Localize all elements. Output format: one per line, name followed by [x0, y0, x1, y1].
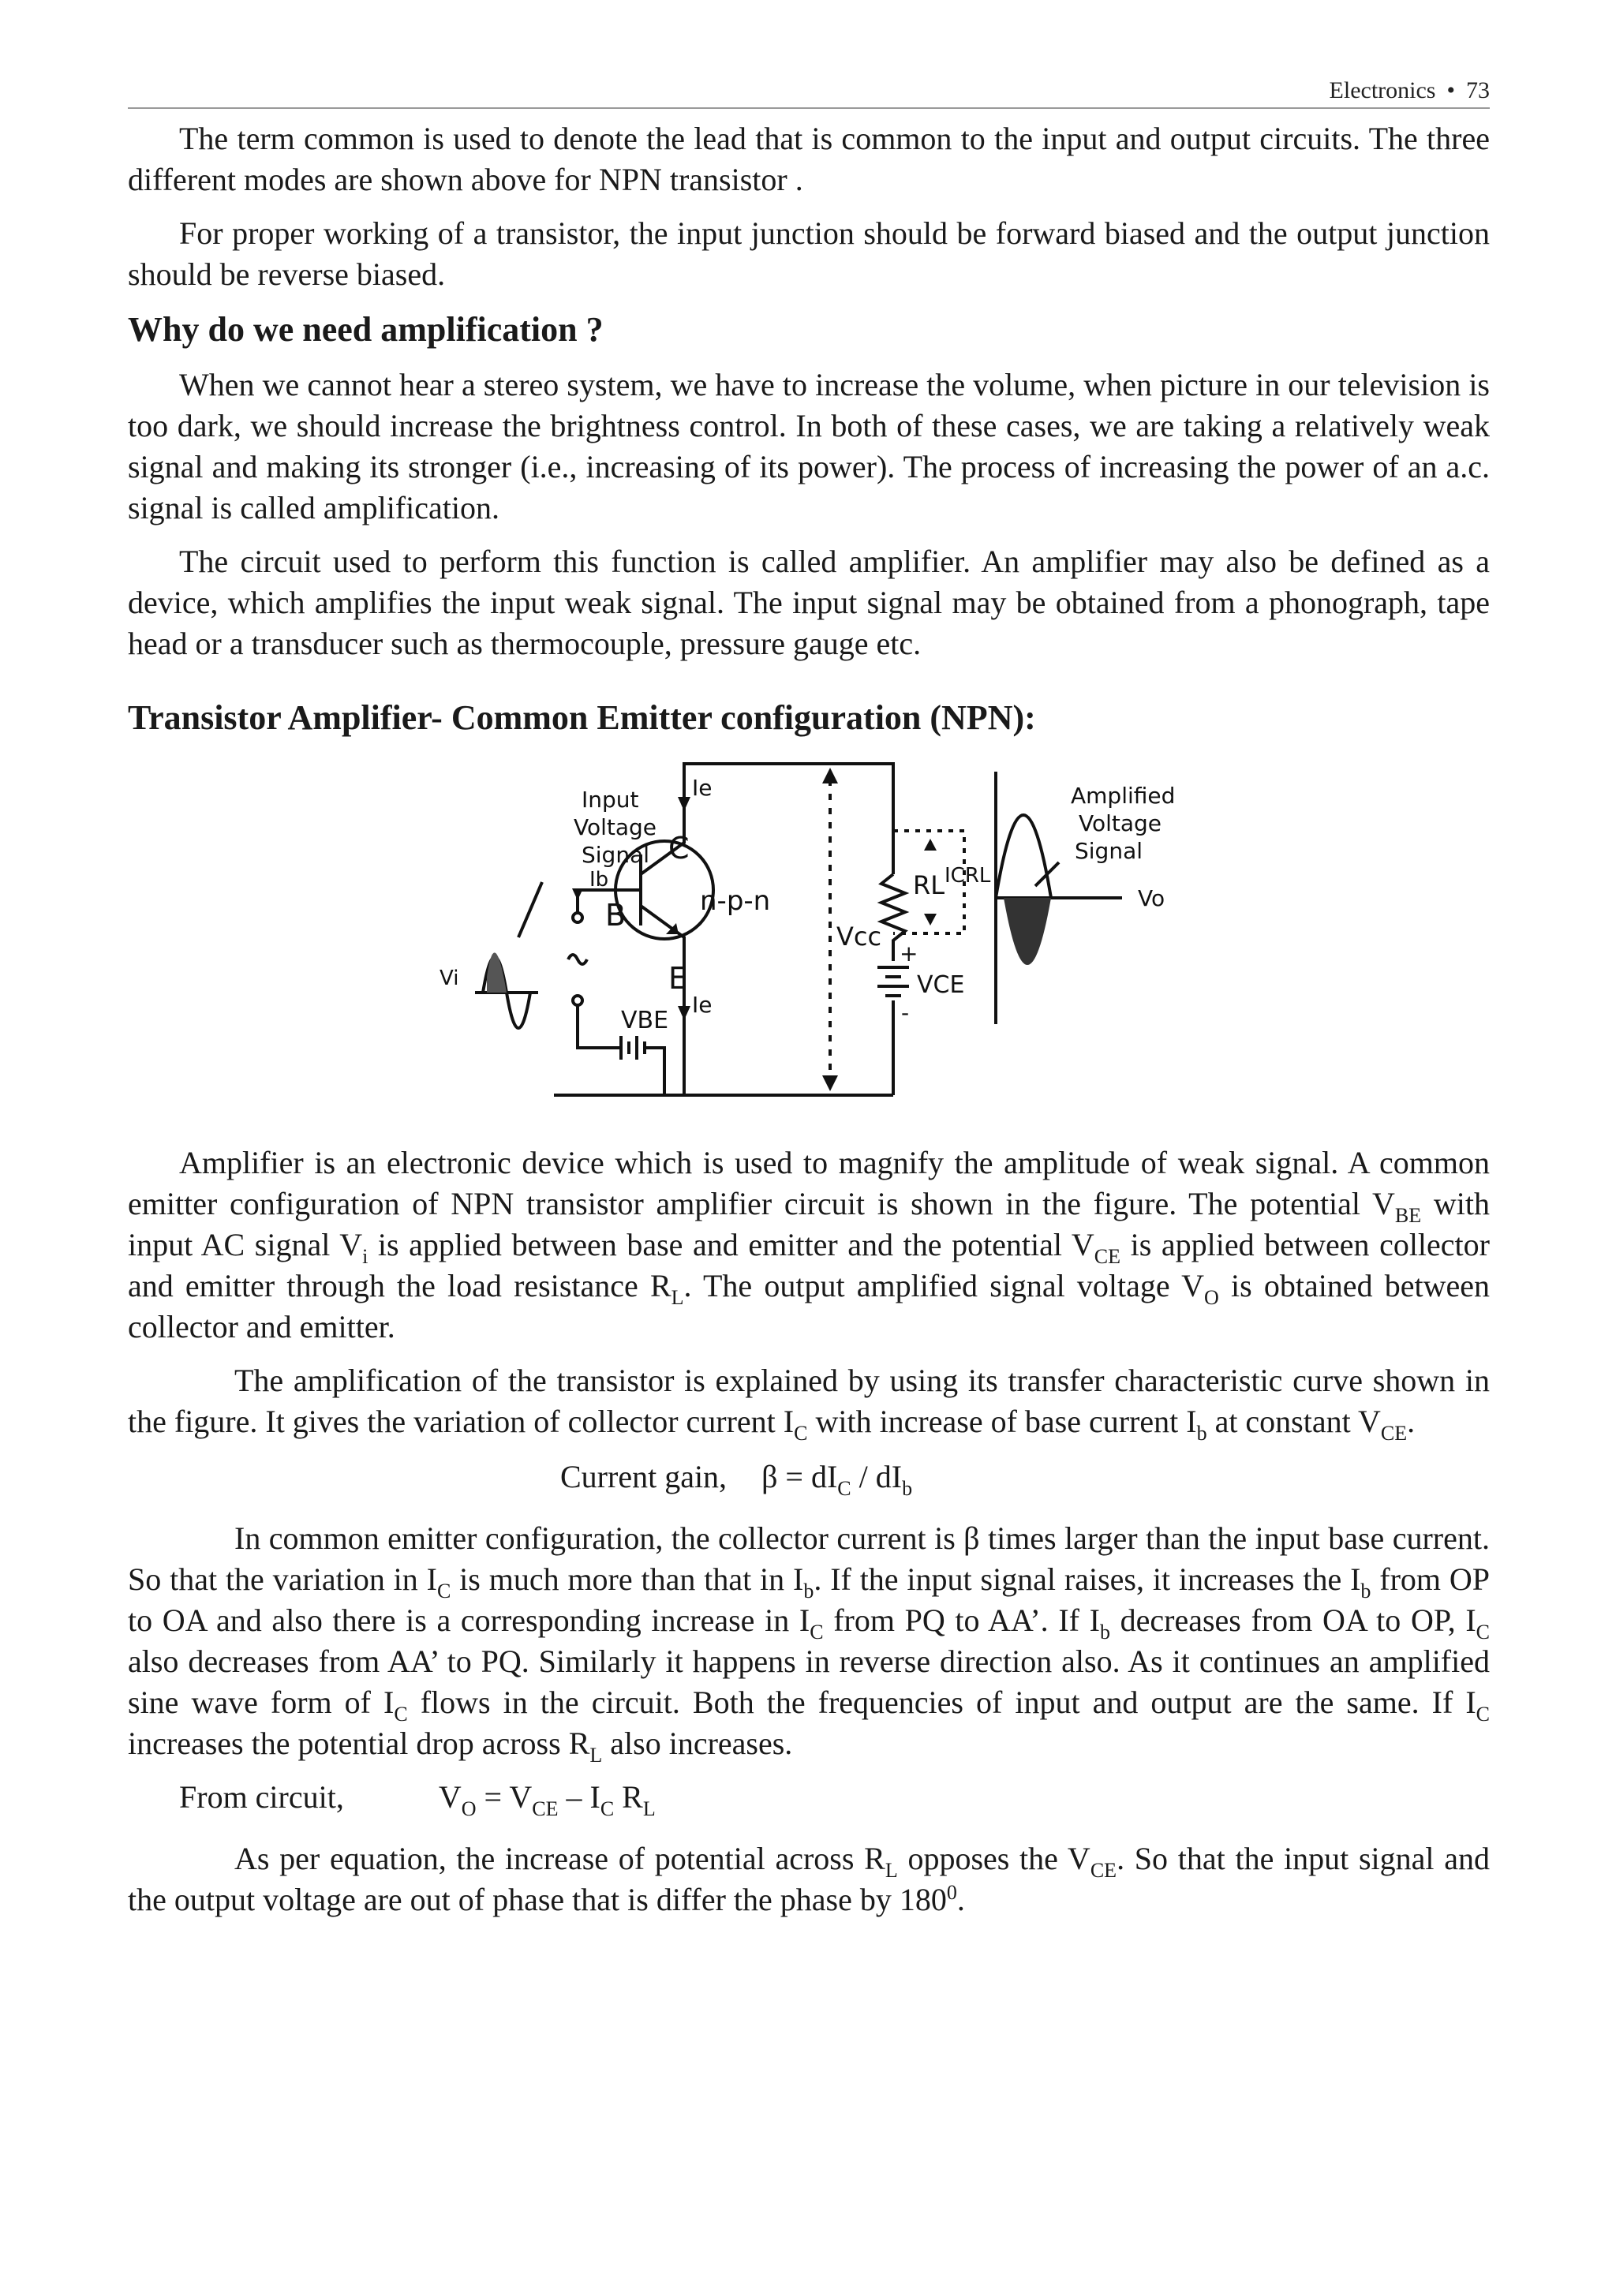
- collector-label: C: [668, 831, 690, 866]
- input-label-3: Signal: [582, 842, 650, 868]
- input-label-2: Voltage: [574, 814, 657, 840]
- vo-label: Vo: [1138, 885, 1165, 911]
- paragraph-phase: As per equation, the increase of potential across $R_L$ opposes the $V_{CE}$. So that the input signal and the output voltage are out of phase that is differ the phase by $180^0$.: [128, 1841, 1491, 1917]
- paragraph-amplifier-device: Amplifier is an electronic device which is used to magnify the amplitude of weak signal. A common emitter configuration of NPN transistor amplifier circuit is shown in the figure. The potential $V_{BE}$ with input AC signal $V_i$ is applied between base and emitter and the potential $V_{CE}$ is applied between collector and emitter through the load resistance $R_L$. The output amplified signal voltage $V_O$ is obtained between collector and emitter.: [128, 1145, 1491, 1344]
- header-rule: [128, 107, 1490, 109]
- base-label: B: [605, 898, 627, 933]
- circuit-equation: From circuit, $V_O = V_{CE} - I_C$ $R_L$: [179, 1779, 656, 1820]
- emitter-label: E: [668, 961, 688, 996]
- heading-why-amplification: Why do we need amplification ?: [128, 310, 604, 349]
- ce-amplifier-circuit-figure: [428, 748, 1201, 1127]
- vbe-label: VBE: [621, 1007, 669, 1034]
- output-label-1: Amplified: [1071, 783, 1176, 809]
- paragraph-amplifier-definition: The circuit used to perform this function is called amplifier. An amplifier may also be defined as a device, which amplifies the input weak signal. The input signal may be obtained from a phonograph, tape head or a transducer such as thermocouple, pressure gauge etc.: [128, 544, 1490, 661]
- current-gain-equation: Current gain, $\beta = dI_C / dI_b$: [560, 1459, 913, 1500]
- plus-label: +: [900, 940, 918, 967]
- paragraph-common-term: The term common is used to denote the lead that is common to the input and output circuits. The three different modes are shown above for NPN transistor .: [128, 121, 1490, 197]
- vi-label: Vi: [440, 967, 459, 990]
- running-header: [1330, 77, 1490, 104]
- paragraph-common-emitter: In common emitter configuration, the collector current is β times larger than the input base current. So that the variation in $I_C$ is much more than that in $I_b$. If the input signal raises, it increases the $I_b$ from OP to OA and also there is a corresponding increase in $I_C$ from PQ to AA’. If $I_b$ decreases from OA to OP, $I_C$ also decreases from AA’ to PQ. Similarly it happens in reverse direction also. As it continues an amplified sine wave form of $I_C$ flows in the circuit. Both the frequencies of input and output are the same. If $I_C$ increases the potential drop across $R_L$ also increases.: [128, 1520, 1491, 1767]
- heading-ce-amplifier: Transistor Amplifier- Common Emitter configuration (NPN):: [128, 698, 1036, 737]
- paragraph-transfer-characteristic: The amplification of the transistor is explained by using its transfer characteristic curve shown in the figure. It gives the variation of collector current $I_C$ with increase of base current $I_b$ at constant $V_{CE}$.: [128, 1363, 1490, 1445]
- paragraph-amplification: When we cannot hear a stereo system, we have to increase the volume, when picture in our television is too dark, we should increase the brightness control. In both of these cases, we are taking a relatively weak signal and making its stronger (i.e., increasing of its power). The process of increasing the power of an a.c. signal is called amplification.: [128, 367, 1490, 525]
- page-number: 73: [1466, 77, 1490, 103]
- input-label-1: Input: [582, 787, 639, 813]
- ib-label: Ib: [589, 868, 609, 892]
- circuit-diagram: [428, 748, 1201, 1127]
- rl-label: RL: [913, 870, 945, 900]
- icrl-label: ICRL: [945, 864, 991, 888]
- output-label-3: Signal: [1075, 838, 1143, 864]
- npn-label: n-p-n: [700, 885, 771, 917]
- ie-top-label: Ie: [692, 775, 713, 801]
- paragraph-biasing: For proper working of a transistor, the input junction should be forward biased and the output junction should be reverse biased.: [128, 215, 1490, 292]
- ie-bottom-label: Ie: [692, 992, 713, 1018]
- header-section: Electronics: [1329, 77, 1436, 103]
- vce-label: VCE: [917, 971, 965, 999]
- output-label-2: Voltage: [1079, 810, 1162, 836]
- header-bullet: •: [1446, 77, 1455, 103]
- vcc-label: Vcc: [836, 922, 882, 952]
- minus-label: -: [901, 1000, 910, 1026]
- page-body: [128, 118, 1490, 1920]
